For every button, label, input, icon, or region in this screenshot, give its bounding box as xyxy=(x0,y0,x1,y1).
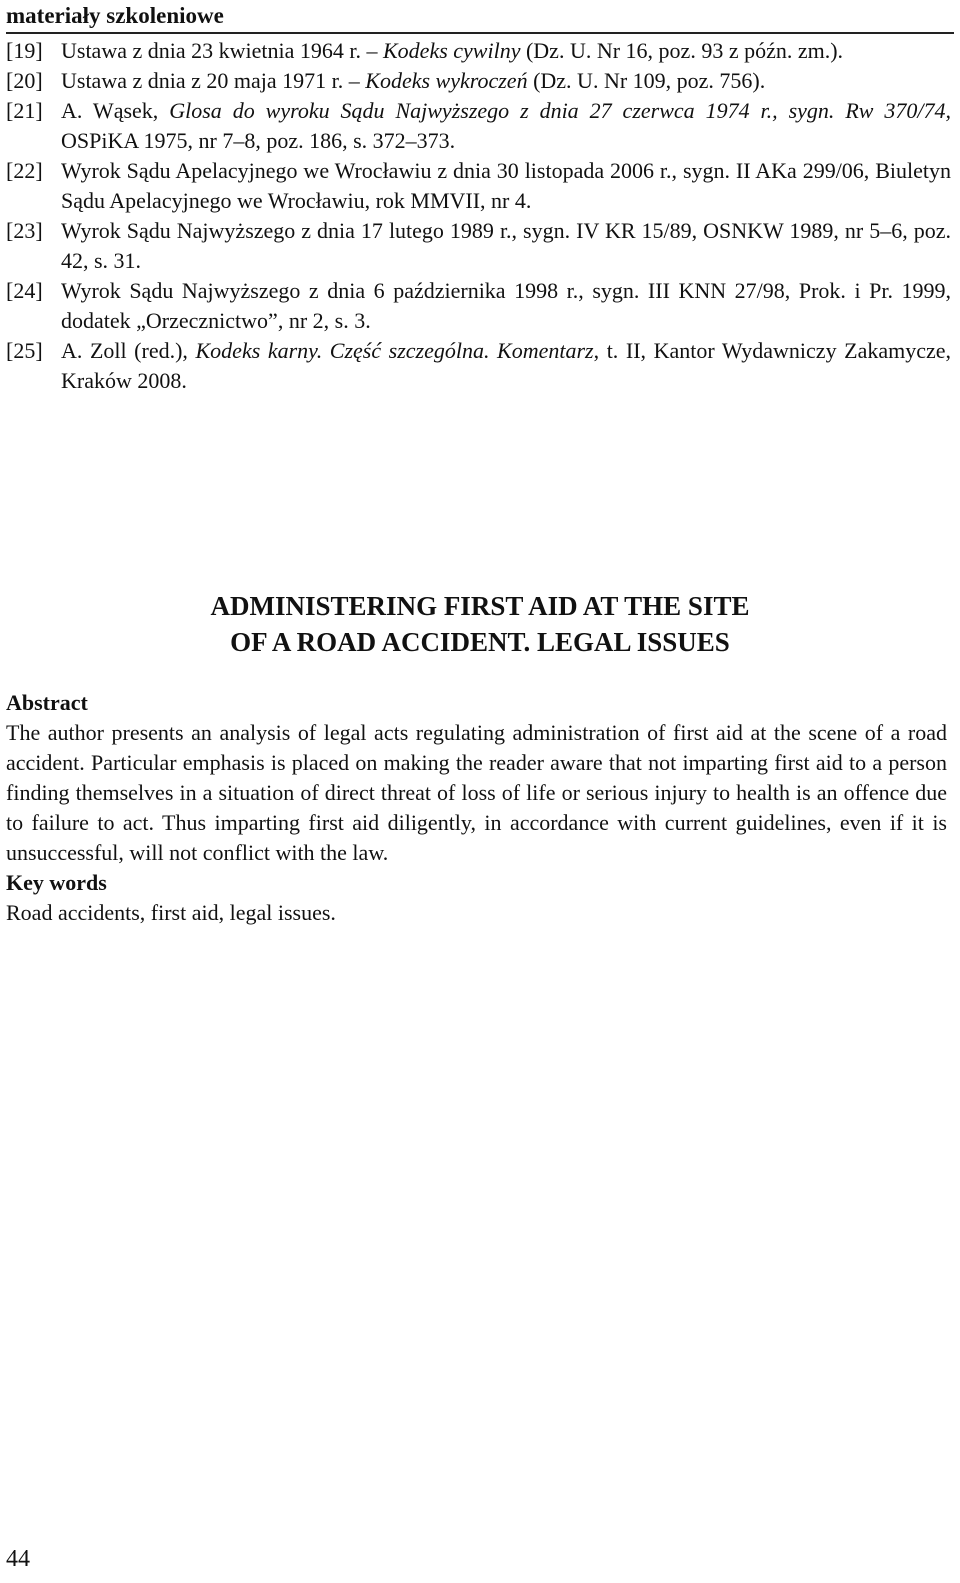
article-title-line: ADMINISTERING FIRST AID AT THE SITE xyxy=(210,591,750,621)
reference-item xyxy=(6,66,951,96)
reference-text-part: Ustawa z dnia z 20 maja 1971 r. – xyxy=(61,68,366,93)
article-title-line: OF A ROAD ACCIDENT. LEGAL ISSUES xyxy=(230,627,730,657)
running-head: materiały szkoleniowe xyxy=(6,0,954,34)
reference-item xyxy=(6,156,951,216)
reference-text-part: Ustawa z dnia 23 kwietnia 1964 r. – xyxy=(61,38,383,63)
reference-text-part: (Dz. U. Nr 109, poz. 756). xyxy=(527,68,766,93)
reference-number: [20] xyxy=(6,68,43,93)
reference-number: [23] xyxy=(6,218,43,243)
reference-number: [24] xyxy=(6,278,43,303)
reference-text-part: Wyrok Sądu Najwyższego z dnia 6 października 1998 r., sygn. III KNN 27/98, Prok. i Pr. 1999, dodatek „Orzecznictwo”, nr 2, s. 3. xyxy=(61,278,951,333)
reference-title-italic: Kodeks karny. Część szczególna. Komentarz xyxy=(195,338,594,363)
reference-title-italic: Kodeks cywilny xyxy=(383,38,521,63)
abstract-section xyxy=(6,688,947,928)
reference-text xyxy=(61,218,951,273)
article-title xyxy=(0,588,960,660)
reference-title-italic: Glosa do wyroku Sądu Najwyższego z dnia 27 czerwca 1974 r., sygn. Rw 370/74, xyxy=(169,98,951,123)
reference-text xyxy=(61,338,951,393)
keywords-heading: Key words xyxy=(6,870,107,895)
reference-item xyxy=(6,96,951,156)
reference-text-part: Wyrok Sądu Apelacyjnego we Wrocławiu z dnia 30 listopada 2006 r., sygn. II AKa 299/06, Biuletyn Sądu Apelacyjnego we Wrocławiu, rok MMVII, nr 4. xyxy=(61,158,951,213)
abstract-text: The author presents an analysis of legal acts regulating administration of first aid at the scene of a road accident. Particular emphasis is placed on making the reader aware that not imparting first aid to a person finding themselves in a situation of direct threat of loss of life or serious injury to health is an offence due to failure to act. Thus imparting first aid diligently, in accordance with current guidelines, even if it is unsuccessful, will not conflict with the law. xyxy=(6,720,947,865)
reference-number: [21] xyxy=(6,98,43,123)
reference-text-part: , t. II, Kantor Wydawniczy Zakamycze, Kraków 2008. xyxy=(61,338,952,393)
reference-text xyxy=(61,278,951,333)
reference-text xyxy=(61,98,951,153)
reference-item xyxy=(6,336,951,396)
reference-number: [22] xyxy=(6,158,43,183)
reference-title-italic: Kodeks wykroczeń xyxy=(365,68,528,93)
reference-text-part: A. Wąsek, xyxy=(61,98,170,123)
reference-text xyxy=(61,68,765,93)
keywords-text: Road accidents, first aid, legal issues. xyxy=(6,900,336,925)
page-number: 44 xyxy=(6,1546,30,1572)
reference-item xyxy=(6,36,951,66)
reference-list xyxy=(6,36,951,396)
reference-text-part: OSPiKA 1975, nr 7–8, poz. 186, s. 372–373. xyxy=(61,128,456,153)
reference-number: [19] xyxy=(6,38,43,63)
reference-text-part: (Dz. U. Nr 16, poz. 93 z późn. zm.). xyxy=(520,38,844,63)
reference-item xyxy=(6,276,951,336)
reference-text xyxy=(61,38,843,63)
reference-number: [25] xyxy=(6,338,43,363)
reference-text xyxy=(61,158,951,213)
abstract-heading: Abstract xyxy=(6,690,88,715)
reference-text-part: A. Zoll (red.), xyxy=(61,338,196,363)
reference-item xyxy=(6,216,951,276)
reference-text-part: Wyrok Sądu Najwyższego z dnia 17 lutego 1989 r., sygn. IV KR 15/89, OSNKW 1989, nr 5–6, poz. 42, s. 31. xyxy=(61,218,951,273)
